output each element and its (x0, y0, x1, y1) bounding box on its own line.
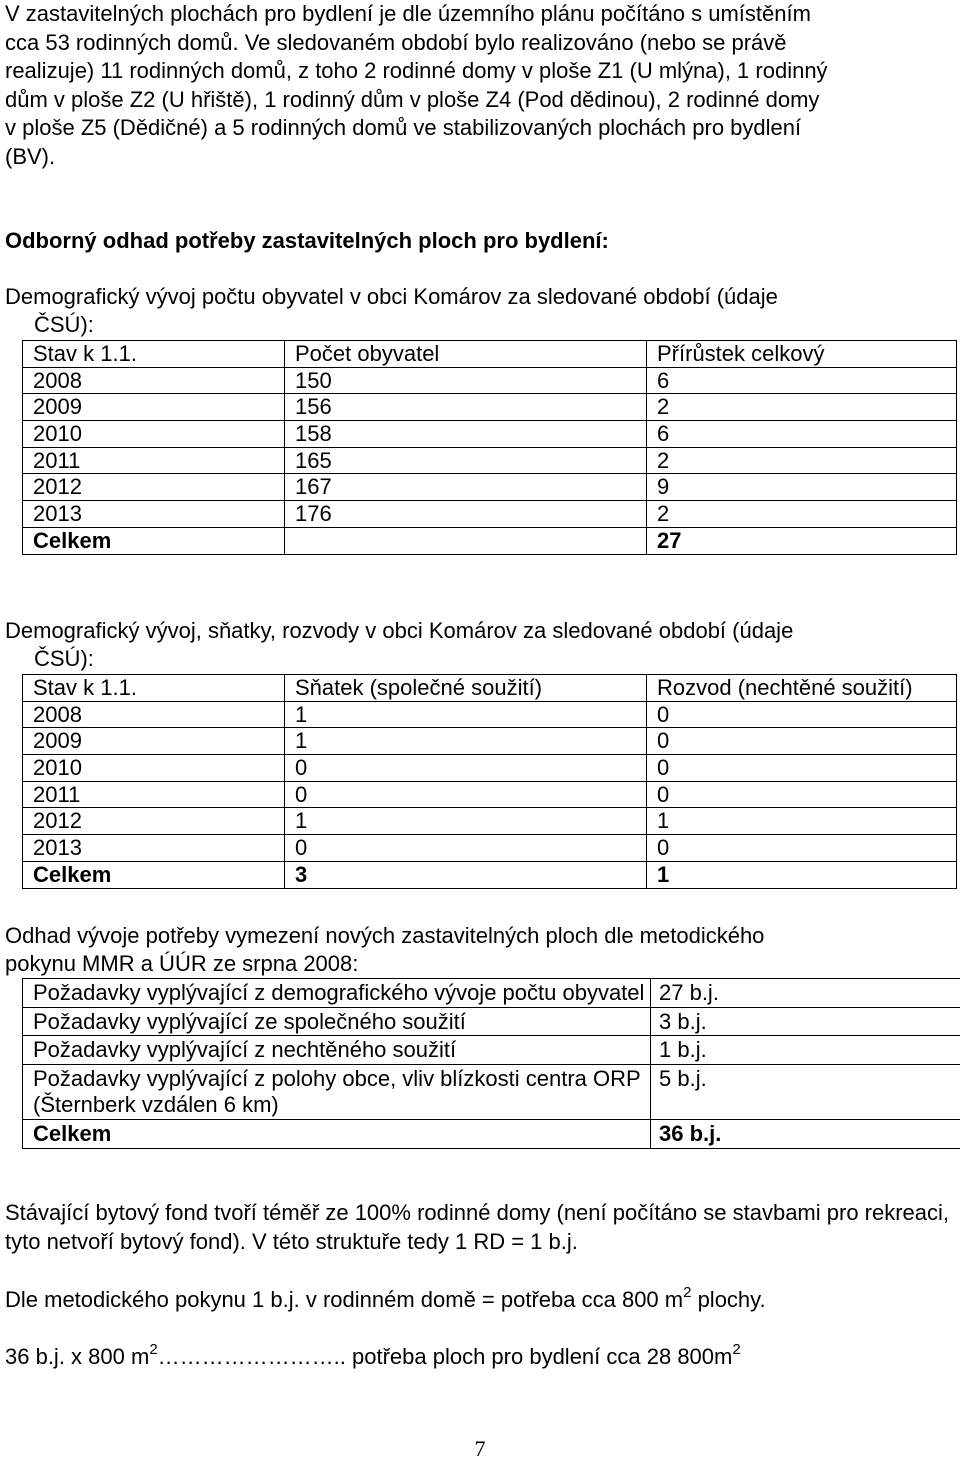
table-row-cell: 2 (647, 501, 957, 528)
table-row-cell: 176 (285, 501, 647, 528)
table-row-cell: 27 b.j. (651, 979, 960, 1008)
table-header-row (23, 341, 957, 368)
table-row (23, 979, 960, 1008)
table-row (23, 367, 957, 394)
table-row-cell: 2 (647, 394, 957, 421)
table-row-cell: 9 (647, 474, 957, 501)
marriages-table (22, 674, 957, 889)
table-row-cell: 1 (285, 808, 647, 835)
estimate-caption-line2: pokynu MMR a ÚÚR ze srpna 2008: (5, 951, 359, 976)
table-total-row (23, 861, 957, 888)
table-row (23, 501, 957, 528)
methodology-text: Dle metodického pokynu 1 b.j. v rodinném domě = potřeba cca 800 m (5, 1287, 684, 1312)
methodology-tail: plochy. (691, 1287, 766, 1312)
table-row-cell: 2008 (23, 367, 285, 394)
table-row-cell: 0 (285, 755, 647, 782)
table-row-cell: 0 (647, 701, 957, 728)
population-table-body (23, 341, 957, 555)
table-row (23, 421, 957, 448)
methodology-paragraph (5, 1285, 955, 1314)
table-row-cell: 3 b.j. (651, 1007, 960, 1036)
table-row (23, 808, 957, 835)
table-total-row (23, 527, 957, 554)
table-header-row-cell: Stav k 1.1. (23, 341, 285, 368)
table-row (23, 1064, 960, 1119)
population-table (22, 340, 957, 555)
needs-table (22, 978, 960, 1149)
table-row-cell: 2009 (23, 394, 285, 421)
table-row-cell: 6 (647, 421, 957, 448)
table-row-cell: 0 (647, 781, 957, 808)
table-row-cell: 167 (285, 474, 647, 501)
table-row (23, 701, 957, 728)
marriages-caption (5, 617, 793, 673)
needs-table-body (23, 979, 960, 1149)
methodology-superscript: 2 (683, 1284, 692, 1301)
table-row-cell: 2008 (23, 701, 285, 728)
estimate-caption-line1: Odhad vývoje potřeby vymezení nových zastavitelných ploch dle metodického (5, 923, 765, 948)
table-row-cell: Požadavky vyplývající z demografického vývoje počtu obyvatel (23, 979, 651, 1008)
table-row-cell: 2011 (23, 447, 285, 474)
table-row-cell: 2013 (23, 501, 285, 528)
table-header-row-cell: Sňatek (společné soužití) (285, 675, 647, 702)
demography-caption (5, 283, 778, 339)
calculation-tail: …………………….. potřeba ploch pro bydlení cca 28 800m (157, 1344, 733, 1369)
table-row (23, 781, 957, 808)
table-row-cell: 6 (647, 367, 957, 394)
table-row-cell: 0 (285, 781, 647, 808)
table-row (23, 728, 957, 755)
marriages-table-body (23, 675, 957, 889)
calculation-superscript: 2 (149, 1341, 158, 1358)
table-row-cell: 2 (647, 447, 957, 474)
marriages-caption-line1: Demografický vývoj, sňatky, rozvody v obci Komárov za sledované období (údaje (5, 618, 794, 643)
demography-caption-line1: Demografický vývoj počtu obyvatel v obci Komárov za sledované období (údaje (5, 284, 778, 309)
table-row-cell: Požadavky vyplývající ze společného soužití (23, 1007, 651, 1036)
table-total-row-cell: 27 (647, 527, 957, 554)
table-row (23, 447, 957, 474)
table-row-cell: 158 (285, 421, 647, 448)
calculation-text: 36 b.j. x 800 m (5, 1344, 150, 1369)
table-row (23, 755, 957, 782)
table-row (23, 394, 957, 421)
table-header-row-cell: Počet obyvatel (285, 341, 647, 368)
table-row (23, 835, 957, 862)
table-row-cell: 2012 (23, 808, 285, 835)
table-row (23, 1007, 960, 1036)
table-header-row-cell: Přírůstek celkový (647, 341, 957, 368)
table-row-cell: 1 b.j. (651, 1036, 960, 1065)
table-row-cell: Požadavky vyplývající z nechtěného soužití (23, 1036, 651, 1065)
housing-stock-paragraph: Stávající bytový fond tvoří téměř ze 100% rodinné domy (není počítáno se stavbami pro rekreaci, tyto netvoří bytový fond). V této struktuře tedy 1 RD = 1 b.j. (5, 1200, 950, 1254)
table-row-cell: 2009 (23, 728, 285, 755)
table-row-cell: 5 b.j. (651, 1064, 960, 1119)
table-row-cell: 2010 (23, 421, 285, 448)
table-row-cell: 165 (285, 447, 647, 474)
table-header-row-cell: Stav k 1.1. (23, 675, 285, 702)
page-number: 7 (474, 1436, 486, 1461)
table-row-cell: 2010 (23, 755, 285, 782)
table-row-cell: 156 (285, 394, 647, 421)
table-total-row-cell (285, 527, 647, 554)
table-total-row-cell: Celkem (23, 527, 285, 554)
demography-caption-line2: ČSÚ): (34, 312, 94, 337)
table-row-cell: 1 (285, 701, 647, 728)
table-row (23, 474, 957, 501)
table-total-row-cell: 36 b.j. (651, 1119, 960, 1148)
table-row-cell: 2013 (23, 835, 285, 862)
table-total-row-cell: Celkem (23, 861, 285, 888)
estimate-caption (5, 922, 764, 978)
table-row-cell: Požadavky vyplývající z polohy obce, vliv blízkosti centra ORP (Šternberk vzdálen 6 km) (23, 1064, 651, 1119)
table-row-cell: 0 (647, 728, 957, 755)
table-row-cell: 2012 (23, 474, 285, 501)
table-row-cell: 1 (647, 808, 957, 835)
calculation-paragraph (5, 1342, 955, 1371)
table-total-row (23, 1119, 960, 1148)
table-row-cell: 0 (285, 835, 647, 862)
table-row-cell: 2011 (23, 781, 285, 808)
table-row-cell: 150 (285, 367, 647, 394)
table-total-row-cell: 1 (647, 861, 957, 888)
table-total-row-cell: 3 (285, 861, 647, 888)
table-row-cell: 1 (285, 728, 647, 755)
table-header-row (23, 675, 957, 702)
section-heading: Odborný odhad potřeby zastavitelných ploch pro bydlení: (5, 228, 609, 253)
calculation-superscript-2: 2 (732, 1341, 741, 1358)
table-row (23, 1036, 960, 1065)
table-total-row-cell: Celkem (23, 1119, 651, 1148)
table-row-cell: 0 (647, 835, 957, 862)
intro-paragraph: V zastavitelných plochách pro bydlení je dle územního plánu počítáno s umístěním cca 53 rodinných domů. Ve sledovaném období bylo realizováno (nebo se právě realizuje) 11 rodinných domů, z toho 2 rodinné domy v ploše Z1 (U mlýna), 1 rodinný dům v ploše Z2 (U hřiště), 1 rodinný dům v ploše Z4 (Pod dědinou), 2 rodinné domy v ploše Z5 (Dědičné) a 5 rodinných domů ve stabilizovaných plochách pro bydlení (BV). (5, 1, 828, 169)
marriages-caption-line2: ČSÚ): (34, 646, 94, 671)
table-header-row-cell: Rozvod (nechtěné soužití) (647, 675, 957, 702)
table-row-cell: 0 (647, 755, 957, 782)
